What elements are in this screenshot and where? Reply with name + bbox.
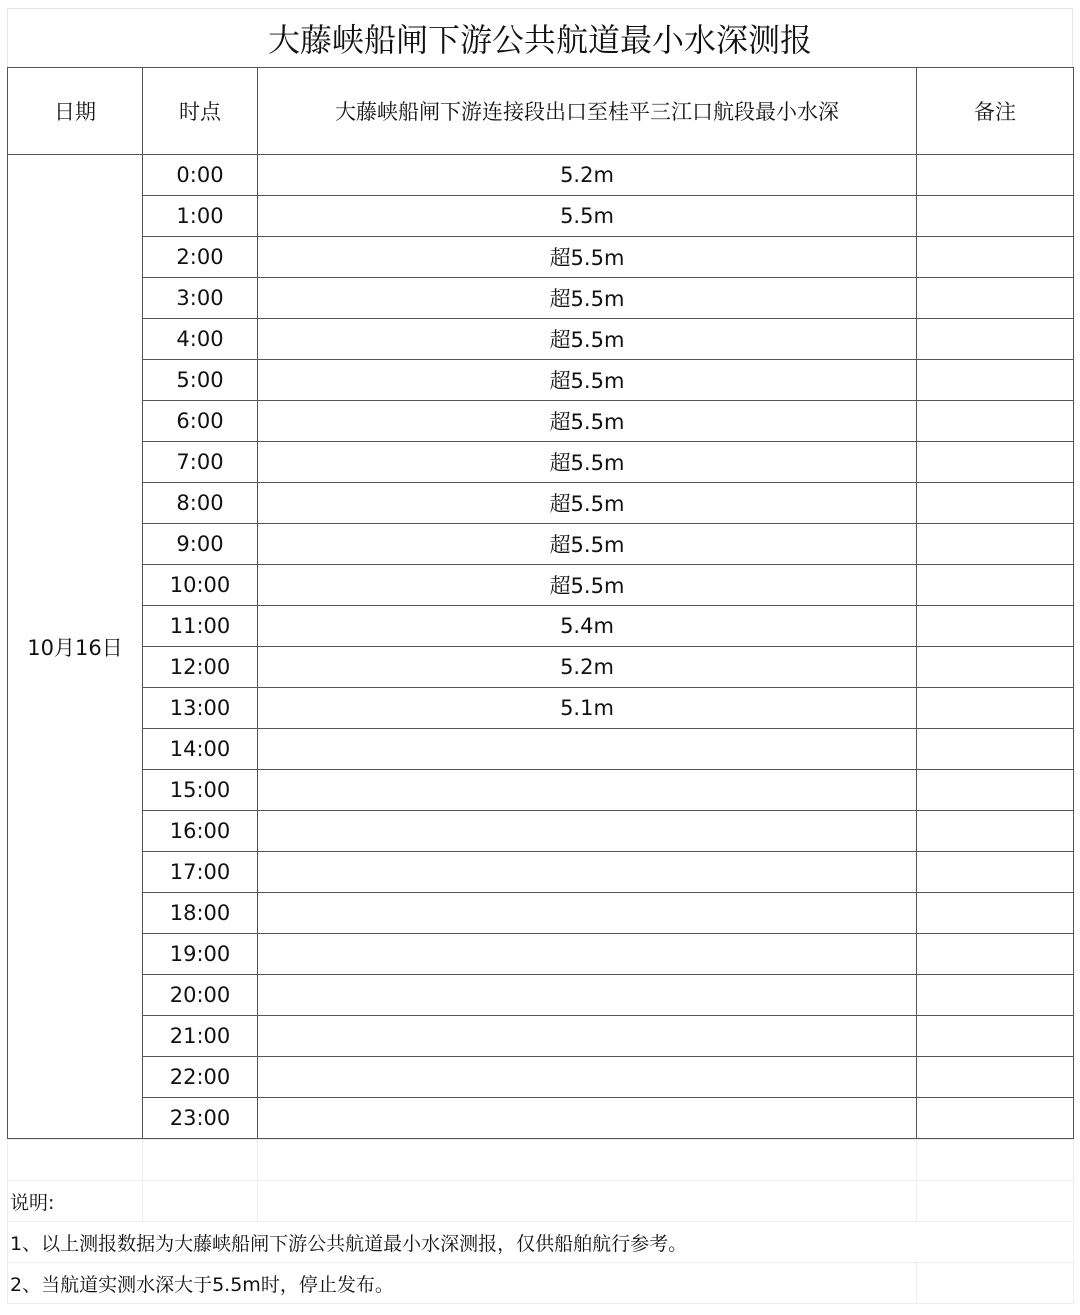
note-cell (917, 606, 1074, 647)
depth-cell: 超5.5m (258, 360, 917, 401)
time-cell: 9:00 (143, 524, 258, 565)
spacer-row (8, 1140, 1074, 1181)
depth-cell (258, 893, 917, 934)
time-cell: 1:00 (143, 196, 258, 237)
note-cell (917, 1098, 1074, 1139)
note-cell (917, 770, 1074, 811)
note-cell (917, 278, 1074, 319)
time-cell: 12:00 (143, 647, 258, 688)
time-cell: 21:00 (143, 1016, 258, 1057)
time-cell: 4:00 (143, 319, 258, 360)
depth-cell (258, 1057, 917, 1098)
note-cell (917, 729, 1074, 770)
date-cell: 10月16日 (8, 155, 143, 1139)
spacer-cell (8, 1140, 143, 1181)
note-cell (917, 1016, 1074, 1057)
depth-table (7, 67, 1074, 1139)
note-cell (917, 893, 1074, 934)
depth-cell: 5.4m (258, 606, 917, 647)
time-cell: 20:00 (143, 975, 258, 1016)
time-cell: 3:00 (143, 278, 258, 319)
time-cell: 11:00 (143, 606, 258, 647)
table-row (8, 196, 1074, 237)
time-cell: 7:00 (143, 442, 258, 483)
time-cell: 15:00 (143, 770, 258, 811)
note-cell (917, 483, 1074, 524)
table-row (8, 811, 1074, 852)
note-cell (917, 237, 1074, 278)
table-row (8, 1016, 1074, 1057)
header-time: 时点 (143, 68, 258, 155)
time-cell: 5:00 (143, 360, 258, 401)
note-cell (917, 852, 1074, 893)
table-row (8, 1098, 1074, 1139)
notes-heading-row (8, 1181, 1074, 1222)
spacer-cell (917, 1181, 1074, 1222)
note-cell (917, 688, 1074, 729)
table-row (8, 1057, 1074, 1098)
time-cell: 23:00 (143, 1098, 258, 1139)
table-row (8, 975, 1074, 1016)
note-cell (917, 319, 1074, 360)
depth-cell: 5.5m (258, 196, 917, 237)
depth-cell: 5.2m (258, 155, 917, 196)
depth-cell: 超5.5m (258, 237, 917, 278)
depth-cell: 超5.5m (258, 524, 917, 565)
time-cell: 2:00 (143, 237, 258, 278)
notes-heading: 说明: (8, 1181, 143, 1222)
time-cell: 18:00 (143, 893, 258, 934)
time-cell: 22:00 (143, 1057, 258, 1098)
table-row (8, 319, 1074, 360)
note-cell (917, 155, 1074, 196)
depth-cell (258, 811, 917, 852)
table-row (8, 770, 1074, 811)
depth-cell: 5.2m (258, 647, 917, 688)
table-body (8, 155, 1074, 1139)
table-row (8, 934, 1074, 975)
note-cell (917, 442, 1074, 483)
depth-cell (258, 1098, 917, 1139)
depth-cell (258, 729, 917, 770)
depth-cell (258, 975, 917, 1016)
depth-cell (258, 770, 917, 811)
table-row (8, 893, 1074, 934)
depth-cell (258, 852, 917, 893)
note-item-2: 2、当航道实测水深大于5.5m时，停止发布。 (8, 1263, 917, 1304)
depth-cell: 超5.5m (258, 278, 917, 319)
time-cell: 10:00 (143, 565, 258, 606)
table-row (8, 647, 1074, 688)
depth-cell: 超5.5m (258, 442, 917, 483)
header-depth: 大藤峡船闸下游连接段出口至桂平三江口航段最小水深 (258, 68, 917, 155)
note-cell (917, 565, 1074, 606)
depth-cell: 超5.5m (258, 565, 917, 606)
table-row (8, 442, 1074, 483)
note-cell (917, 975, 1074, 1016)
note-row (8, 1263, 1074, 1304)
time-cell: 8:00 (143, 483, 258, 524)
header-note: 备注 (917, 68, 1074, 155)
note-cell (917, 360, 1074, 401)
spacer-cell (143, 1181, 258, 1222)
note-cell (917, 196, 1074, 237)
note-cell (917, 1057, 1074, 1098)
depth-cell (258, 1016, 917, 1057)
spacer-cell (917, 1140, 1074, 1181)
table-row (8, 565, 1074, 606)
note-cell (917, 524, 1074, 565)
time-cell: 0:00 (143, 155, 258, 196)
depth-cell: 5.1m (258, 688, 917, 729)
table-row (8, 360, 1074, 401)
time-cell: 16:00 (143, 811, 258, 852)
time-cell: 19:00 (143, 934, 258, 975)
report-title: 大藤峡船闸下游公共航道最小水深测报 (7, 8, 1073, 67)
table-row (8, 483, 1074, 524)
note-cell (917, 811, 1074, 852)
table-row (8, 237, 1074, 278)
header-row (8, 68, 1074, 155)
table-row (8, 278, 1074, 319)
depth-cell (258, 934, 917, 975)
table-row (8, 524, 1074, 565)
spacer-cell (143, 1140, 258, 1181)
header-date: 日期 (8, 68, 143, 155)
table-row (8, 729, 1074, 770)
depth-cell: 超5.5m (258, 401, 917, 442)
table-row (8, 401, 1074, 442)
table-row (8, 155, 1074, 196)
table-row (8, 852, 1074, 893)
time-cell: 6:00 (143, 401, 258, 442)
report-sheet (7, 8, 1073, 1304)
spacer-cell (258, 1181, 917, 1222)
time-cell: 14:00 (143, 729, 258, 770)
notes-section (7, 1139, 1074, 1304)
note-item-1: 1、以上测报数据为大藤峡船闸下游公共航道最小水深测报，仅供船舶航行参考。 (8, 1222, 1074, 1263)
table-row (8, 688, 1074, 729)
note-cell (917, 934, 1074, 975)
time-cell: 13:00 (143, 688, 258, 729)
table-row (8, 606, 1074, 647)
note-cell (917, 401, 1074, 442)
depth-cell: 超5.5m (258, 483, 917, 524)
spacer-cell (917, 1263, 1074, 1304)
note-row (8, 1222, 1074, 1263)
spacer-cell (258, 1140, 917, 1181)
time-cell: 17:00 (143, 852, 258, 893)
depth-cell: 超5.5m (258, 319, 917, 360)
note-cell (917, 647, 1074, 688)
